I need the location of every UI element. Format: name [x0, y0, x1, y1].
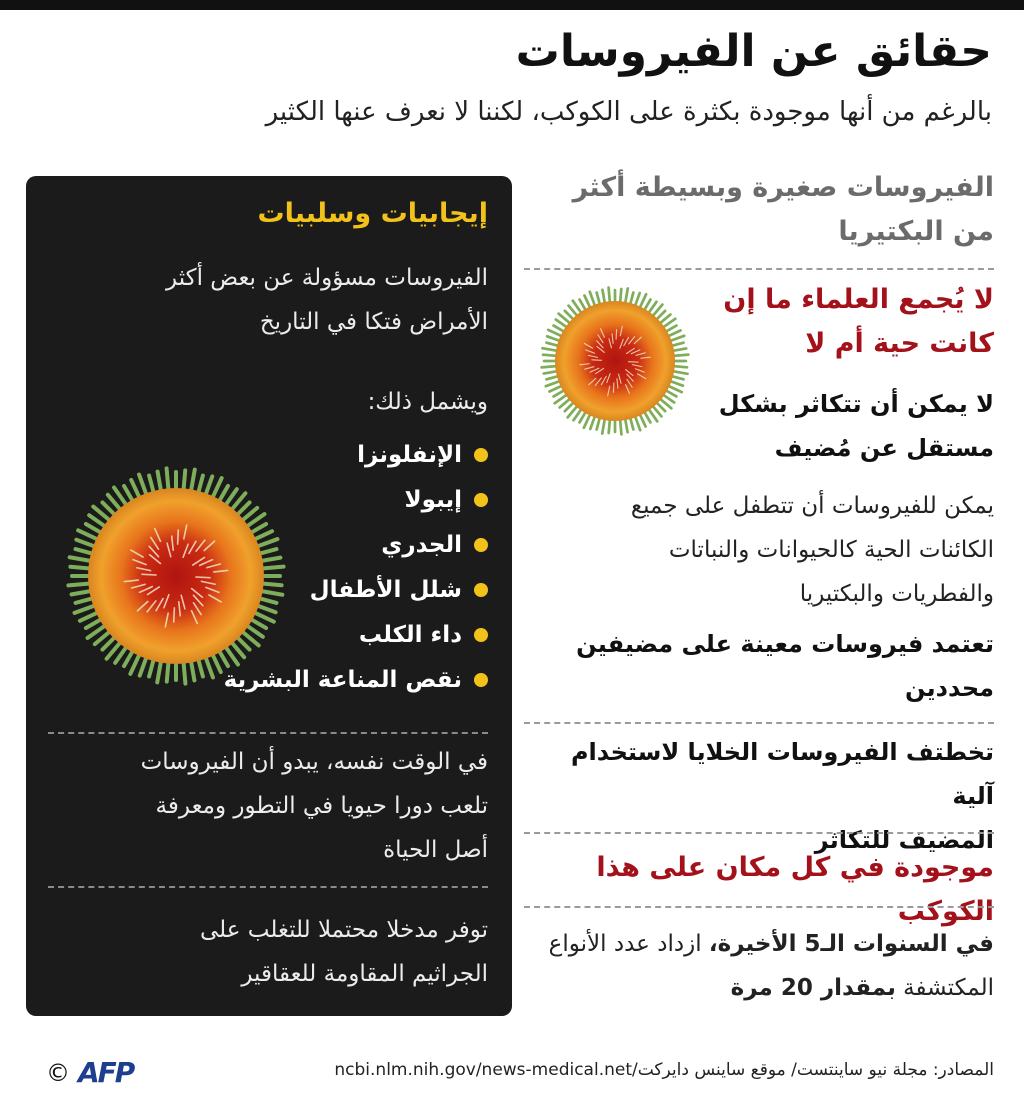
parasite-line: والفطريات والبكتيريا — [799, 581, 994, 607]
bullet-icon — [474, 448, 488, 462]
hijack-line: تخطتف الفيروسات الخلايا لاستخدام آلية — [570, 738, 994, 810]
discovery-rest: ازداد عدد الأنواع — [548, 931, 709, 957]
bullet-icon — [474, 583, 488, 597]
host-line: مستقل عن مُضيف — [774, 434, 994, 462]
disease-name: شلل الأطفال — [309, 576, 462, 603]
panel-evolution-line: تلعب دورا حيويا في التطور ومعرفة — [155, 793, 488, 819]
everywhere-heading: موجودة في كل مكان على هذا الكوكب — [596, 852, 994, 927]
hijack-text — [524, 730, 994, 862]
parasite-line: الكائنات الحية كالحيوانات والنباتات — [668, 537, 994, 563]
intro-heading — [524, 166, 994, 254]
parasite-text — [524, 484, 994, 616]
panel-divider — [48, 732, 488, 734]
page-subtitle: بالرغم من أنها موجودة بكثرة على الكوكب، لكننا لا نعرف عنها الكثير — [265, 97, 992, 127]
specific-hosts-text — [524, 622, 994, 710]
hijack-line: المضيف للتكاثر — [814, 826, 994, 854]
disease-name: إيبولا — [404, 486, 462, 513]
panel-includes: ويشمل ذلك: — [367, 389, 488, 415]
panel-intro-line: الأمراض فتكا في التاريخ — [259, 309, 488, 335]
panel-divider — [48, 886, 488, 888]
bullet-icon — [474, 538, 488, 552]
disease-name: داء الكلب — [358, 621, 462, 648]
afp-logo: AFP — [78, 1056, 134, 1089]
panel-resistance-line: توفر مدخلا محتملا للتغلب على — [199, 917, 488, 943]
panel-intro-line: الفيروسات مسؤولة عن بعض أكثر — [166, 265, 488, 291]
footer-credit — [46, 1056, 133, 1089]
panel-intro — [48, 256, 488, 344]
sources-line: المصادر: مجلة نيو ساينتست/ موقع ساينس دايركت/ncbi.nlm.nih.gov/news-medical.net — [334, 1060, 994, 1080]
copyright-icon: © — [46, 1058, 70, 1087]
page-title: حقائق عن الفيروسات — [515, 26, 992, 77]
host-line: لا يمكن أن تتكاثر بشكل — [718, 390, 994, 418]
divider — [524, 906, 994, 908]
panel-resistance — [48, 908, 488, 996]
divider — [524, 832, 994, 834]
specific-hosts-line: تعتمد فيروسات معينة على مضيفين — [576, 630, 994, 658]
pros-cons-panel — [26, 176, 512, 1016]
alive-heading-line: لا يُجمع العلماء ما إن — [723, 284, 994, 315]
bullet-icon — [474, 493, 488, 507]
bullet-icon — [474, 673, 488, 687]
discovery-text — [524, 922, 994, 1010]
alive-heading-line: كانت حية أم لا — [805, 328, 994, 359]
panel-heading: إيجابيات وسلبيات — [257, 198, 488, 229]
discovery-bold: بمقدار 20 مرة — [730, 975, 896, 1001]
panel-evolution-line: في الوقت نفسه، يبدو أن الفيروسات — [140, 749, 488, 775]
panel-evolution — [48, 740, 488, 872]
intro-line: من البكتيريا — [838, 216, 994, 247]
discovery-bold: في السنوات الـ5 الأخيرة، — [708, 931, 994, 957]
alive-heading — [694, 278, 994, 366]
disease-name: الجدري — [381, 531, 462, 558]
discovery-line — [524, 966, 994, 1010]
top-bar — [0, 0, 1024, 10]
disease-name: الإنفلونزا — [357, 441, 462, 468]
intro-line: الفيروسات صغيرة وبسيطة أكثر — [572, 172, 994, 203]
specific-hosts-line: محددين — [905, 674, 994, 702]
host-text — [694, 382, 994, 470]
divider — [524, 268, 994, 270]
virus-icon-small — [540, 286, 690, 436]
parasite-line: يمكن للفيروسات أن تتطفل على جميع — [630, 493, 994, 519]
disease-name: نقص المناعة البشرية — [223, 666, 462, 693]
discovery-line — [524, 922, 994, 966]
virus-icon-large — [66, 466, 286, 686]
bullet-icon — [474, 628, 488, 642]
divider — [524, 722, 994, 724]
discovery-rest: المكتشفة — [895, 975, 994, 1001]
panel-evolution-line: أصل الحياة — [383, 837, 488, 863]
panel-resistance-line: الجراثيم المقاومة للعقاقير — [241, 961, 488, 987]
